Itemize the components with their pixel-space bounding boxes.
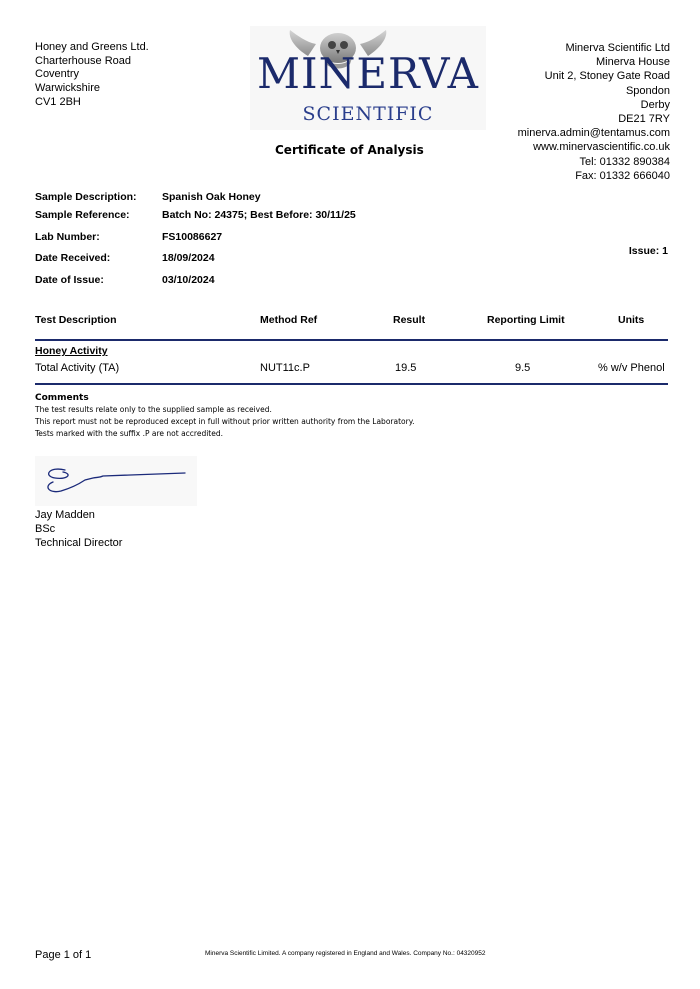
logo-subtitle: SCIENTIFIC [302, 103, 434, 125]
date-received-label: Date Received: [35, 252, 111, 264]
table-cell-reporting-limit: 9.5 [515, 362, 531, 374]
address-line: CV1 2BH [35, 95, 81, 108]
address-line: Spondon [625, 84, 670, 97]
document-title: Certificate of Analysis [275, 143, 424, 157]
page-number: Page 1 of 1 [35, 949, 92, 961]
date-received-value: 18/09/2024 [162, 252, 215, 264]
customer-address [35, 41, 149, 110]
address-line: Derby [640, 98, 670, 111]
address-line: Minerva Scientific Ltd [565, 42, 670, 54]
comment-line: The test results relate only to the supplied sample as received. [35, 405, 272, 414]
signatory-qualification: BSc [35, 523, 56, 535]
sample-reference-value: Batch No: 24375; Best Before: 30/11/25 [162, 209, 356, 221]
address-line: Minerva House [596, 56, 670, 69]
comment-line: This report must not be reproduced except in full without prior written authority from the Laboratory. [35, 417, 415, 426]
minerva-logo [250, 26, 486, 130]
table-bottom-divider [35, 383, 668, 385]
column-header-units: Units [618, 314, 645, 326]
lab-number-label: Lab Number: [35, 231, 100, 243]
table-header-divider [35, 339, 668, 341]
comment-line: Tests marked with the suffix .P are not accredited. [35, 429, 223, 438]
table-cell-units: % w/v Phenol [598, 362, 665, 374]
date-of-issue-label: Date of Issue: [35, 274, 104, 286]
sample-reference-label: Sample Reference: [35, 209, 130, 221]
fax: Fax: 01332 666040 [575, 169, 670, 182]
telephone: Tel: 01332 890384 [579, 155, 670, 168]
website-address: www.minervascientific.co.uk [533, 141, 670, 154]
sample-description-label: Sample Description: [35, 191, 137, 203]
date-of-issue-value: 03/10/2024 [162, 274, 215, 286]
table-cell-result: 19.5 [395, 362, 417, 374]
column-header-result: Result [393, 314, 426, 326]
company-registration-note: Minerva Scientific Limited. A company registered in England and Wales. Company No.: 04320952 [205, 950, 486, 957]
column-header-test-description: Test Description [35, 314, 117, 326]
issue-number: Issue: 1 [628, 245, 668, 257]
signature [35, 456, 197, 506]
column-header-method-ref: Method Ref [260, 314, 318, 326]
section-title: Honey Activity [35, 345, 108, 357]
table-cell-test-description: Total Activity (TA) [35, 362, 120, 374]
lab-number-value: FS10086627 [162, 231, 223, 243]
address-line: Coventry [35, 68, 80, 81]
address-line: Unit 2, Stoney Gate Road [544, 70, 670, 83]
signatory-name: Jay Madden [35, 509, 95, 521]
comments-heading: Comments [35, 393, 89, 403]
lab-address [518, 41, 670, 183]
signatory-role: Technical Director [35, 537, 123, 549]
address-line: Warwickshire [35, 82, 100, 95]
address-line: Honey and Greens Ltd. [35, 41, 149, 53]
sample-description-value: Spanish Oak Honey [162, 191, 261, 203]
address-line: Charterhouse Road [35, 54, 132, 67]
column-header-reporting-limit: Reporting Limit [487, 314, 565, 326]
table-cell-method-ref: NUT11c.P [260, 362, 310, 374]
address-line: DE21 7RY [618, 113, 670, 126]
email-address: minerva.admin@tentamus.com [517, 127, 670, 140]
logo-wordmark: MINERVA [257, 49, 479, 98]
